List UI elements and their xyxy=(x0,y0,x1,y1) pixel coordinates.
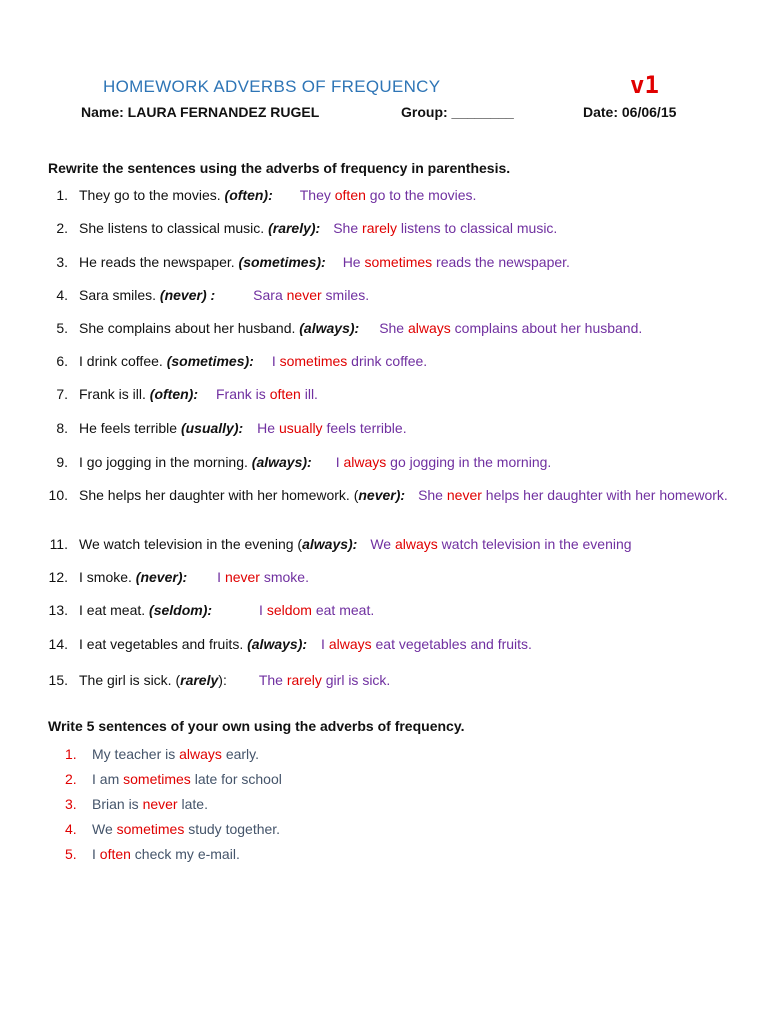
sentence-adverb: sometimes xyxy=(123,771,191,787)
item-answer: I always eat vegetables and fruits. xyxy=(321,636,532,652)
item-number: 4. xyxy=(56,287,68,303)
item-number: 6. xyxy=(56,353,68,369)
own-sentence xyxy=(65,771,282,787)
sentence-text: Brian is never late. xyxy=(92,796,208,812)
item-adverb-hint: (often): xyxy=(149,386,198,402)
item-answer: I always go jogging in the morning. xyxy=(335,454,552,470)
answer-adverb: always xyxy=(343,454,387,470)
answer-adverb: never xyxy=(286,287,322,303)
sentence-number: 4. xyxy=(65,821,77,837)
item-answer: He sometimes reads the newspaper. xyxy=(342,254,570,270)
item-number: 8. xyxy=(56,420,68,436)
item-text xyxy=(79,487,738,504)
sentence-number: 1. xyxy=(65,746,77,762)
item-prompt: They go to the movies. xyxy=(79,187,225,203)
item-adverb-hint: rarely xyxy=(180,672,219,688)
item-text xyxy=(79,220,738,237)
sentence-text: I often check my e-mail. xyxy=(92,846,240,862)
item-number: 14. xyxy=(48,636,68,652)
item-adverb-hint: (never) : xyxy=(159,287,216,303)
item-hint-close: ): xyxy=(218,672,227,688)
item-text xyxy=(79,386,738,403)
answer-adverb: often xyxy=(334,187,366,203)
item-number: 13. xyxy=(48,602,68,618)
sentence-number: 5. xyxy=(65,846,77,862)
item-prompt: She listens to classical music. xyxy=(79,220,269,236)
item-number: 10. xyxy=(48,487,68,503)
item-adverb-hint: (always): xyxy=(251,454,312,470)
version-label: v1 xyxy=(630,71,659,99)
item-answer: Sara never smiles. xyxy=(253,287,370,303)
sentence-adverb: never xyxy=(142,796,178,812)
group-field: Group: ________ xyxy=(401,104,514,120)
item-adverb-hint: (always): xyxy=(299,320,360,336)
item-text xyxy=(79,454,738,471)
item-adverb-hint: (sometimes): xyxy=(238,254,326,270)
item-prompt: The girl is sick. ( xyxy=(79,672,181,688)
item-text xyxy=(79,320,738,337)
answer-adverb: often xyxy=(269,386,301,402)
item-prompt: Sara smiles. xyxy=(79,287,160,303)
worksheet-title: HOMEWORK ADVERBS OF FREQUENCY xyxy=(103,77,441,96)
item-answer: We always watch television in the evening xyxy=(370,536,632,552)
item-prompt: I eat vegetables and fruits. xyxy=(79,636,248,652)
item-text xyxy=(79,602,738,619)
date-field: Date: 06/06/15 xyxy=(583,104,677,120)
answer-adverb: always xyxy=(408,320,451,336)
item-prompt: Frank is ill. xyxy=(79,386,150,402)
item-answer: I seldom eat meat. xyxy=(259,602,375,618)
sentence-adverb: sometimes xyxy=(116,821,185,837)
item-number: 12. xyxy=(48,569,68,585)
sentence-text: I am sometimes late for school xyxy=(92,771,282,787)
item-answer: I sometimes drink coffee. xyxy=(271,353,428,369)
item-adverb-hint: (sometimes): xyxy=(166,353,254,369)
item-adverb-hint: (always): xyxy=(247,636,308,652)
answer-adverb: sometimes xyxy=(364,254,433,270)
item-number: 9. xyxy=(56,454,68,470)
item-answer: Frank is often ill. xyxy=(216,386,318,402)
item-text xyxy=(79,420,738,437)
item-adverb-hint: always): xyxy=(302,536,358,552)
item-text xyxy=(79,536,738,553)
sentence-adverb: often xyxy=(99,846,131,862)
item-prompt: We watch television in the evening ( xyxy=(79,536,303,552)
sentence-text: We sometimes study together. xyxy=(92,821,281,837)
own-sentence xyxy=(65,846,240,862)
item-adverb-hint: (often): xyxy=(224,187,273,203)
section1-instruction: Rewrite the sentences using the adverbs of frequency in parenthesis. xyxy=(48,160,511,176)
item-number: 3. xyxy=(56,254,68,270)
item-prompt: He feels terrible xyxy=(79,420,181,436)
item-prompt: She helps her daughter with her homework. ( xyxy=(79,487,359,503)
item-text xyxy=(79,636,738,653)
item-adverb-hint: never): xyxy=(358,487,406,503)
item-adverb-hint: (never): xyxy=(135,569,188,585)
own-sentence xyxy=(65,796,208,812)
item-answer: She rarely listens to classical music. xyxy=(333,220,558,236)
item-text xyxy=(79,254,738,271)
item-prompt: She complains about her husband. xyxy=(79,320,300,336)
item-number: 7. xyxy=(56,386,68,402)
answer-adverb: never xyxy=(446,487,482,503)
item-answer: He usually feels terrible. xyxy=(257,420,407,436)
item-number: 1. xyxy=(56,187,68,203)
answer-adverb: always xyxy=(328,636,372,652)
own-sentence xyxy=(65,821,280,837)
item-adverb-hint: (rarely): xyxy=(268,220,321,236)
item-number: 2. xyxy=(56,220,68,236)
sentence-number: 3. xyxy=(65,796,77,812)
student-name: Name: LAURA FERNANDEZ RUGEL xyxy=(81,104,320,120)
answer-adverb: seldom xyxy=(266,602,312,618)
item-text xyxy=(79,187,738,204)
answer-adverb: rarely xyxy=(362,220,398,236)
item-prompt: I eat meat. xyxy=(79,602,150,618)
item-number: 15. xyxy=(48,672,68,688)
item-prompt: I smoke. xyxy=(79,569,136,585)
item-answer: She always complains about her husband. xyxy=(379,320,643,336)
item-text xyxy=(79,672,738,689)
answer-adverb: always xyxy=(394,536,438,552)
answer-adverb: usually xyxy=(278,420,323,436)
item-answer: They often go to the movies. xyxy=(299,187,477,203)
item-adverb-hint: (usually): xyxy=(180,420,244,436)
item-text xyxy=(79,353,738,370)
sentence-number: 2. xyxy=(65,771,77,787)
answer-adverb: never xyxy=(224,569,260,585)
answer-adverb: rarely xyxy=(286,672,322,688)
item-text xyxy=(79,287,738,304)
answer-adverb: sometimes xyxy=(279,353,348,369)
item-text xyxy=(79,569,738,586)
item-prompt: He reads the newspaper. xyxy=(79,254,239,270)
item-answer: She never helps her daughter with her homework. xyxy=(418,487,728,503)
sentence-text: My teacher is always early. xyxy=(92,746,260,762)
own-sentence xyxy=(65,746,259,762)
item-number: 5. xyxy=(56,320,68,336)
item-number: 11. xyxy=(49,536,68,552)
section2-instruction: Write 5 sentences of your own using the adverbs of frequency. xyxy=(48,718,465,734)
item-answer: The rarely girl is sick. xyxy=(258,672,391,688)
item-prompt: I drink coffee. xyxy=(79,353,167,369)
sentence-adverb: always xyxy=(179,746,222,762)
item-answer: I never smoke. xyxy=(217,569,309,585)
item-adverb-hint: (seldom): xyxy=(149,602,213,618)
item-prompt: I go jogging in the morning. xyxy=(79,454,252,470)
